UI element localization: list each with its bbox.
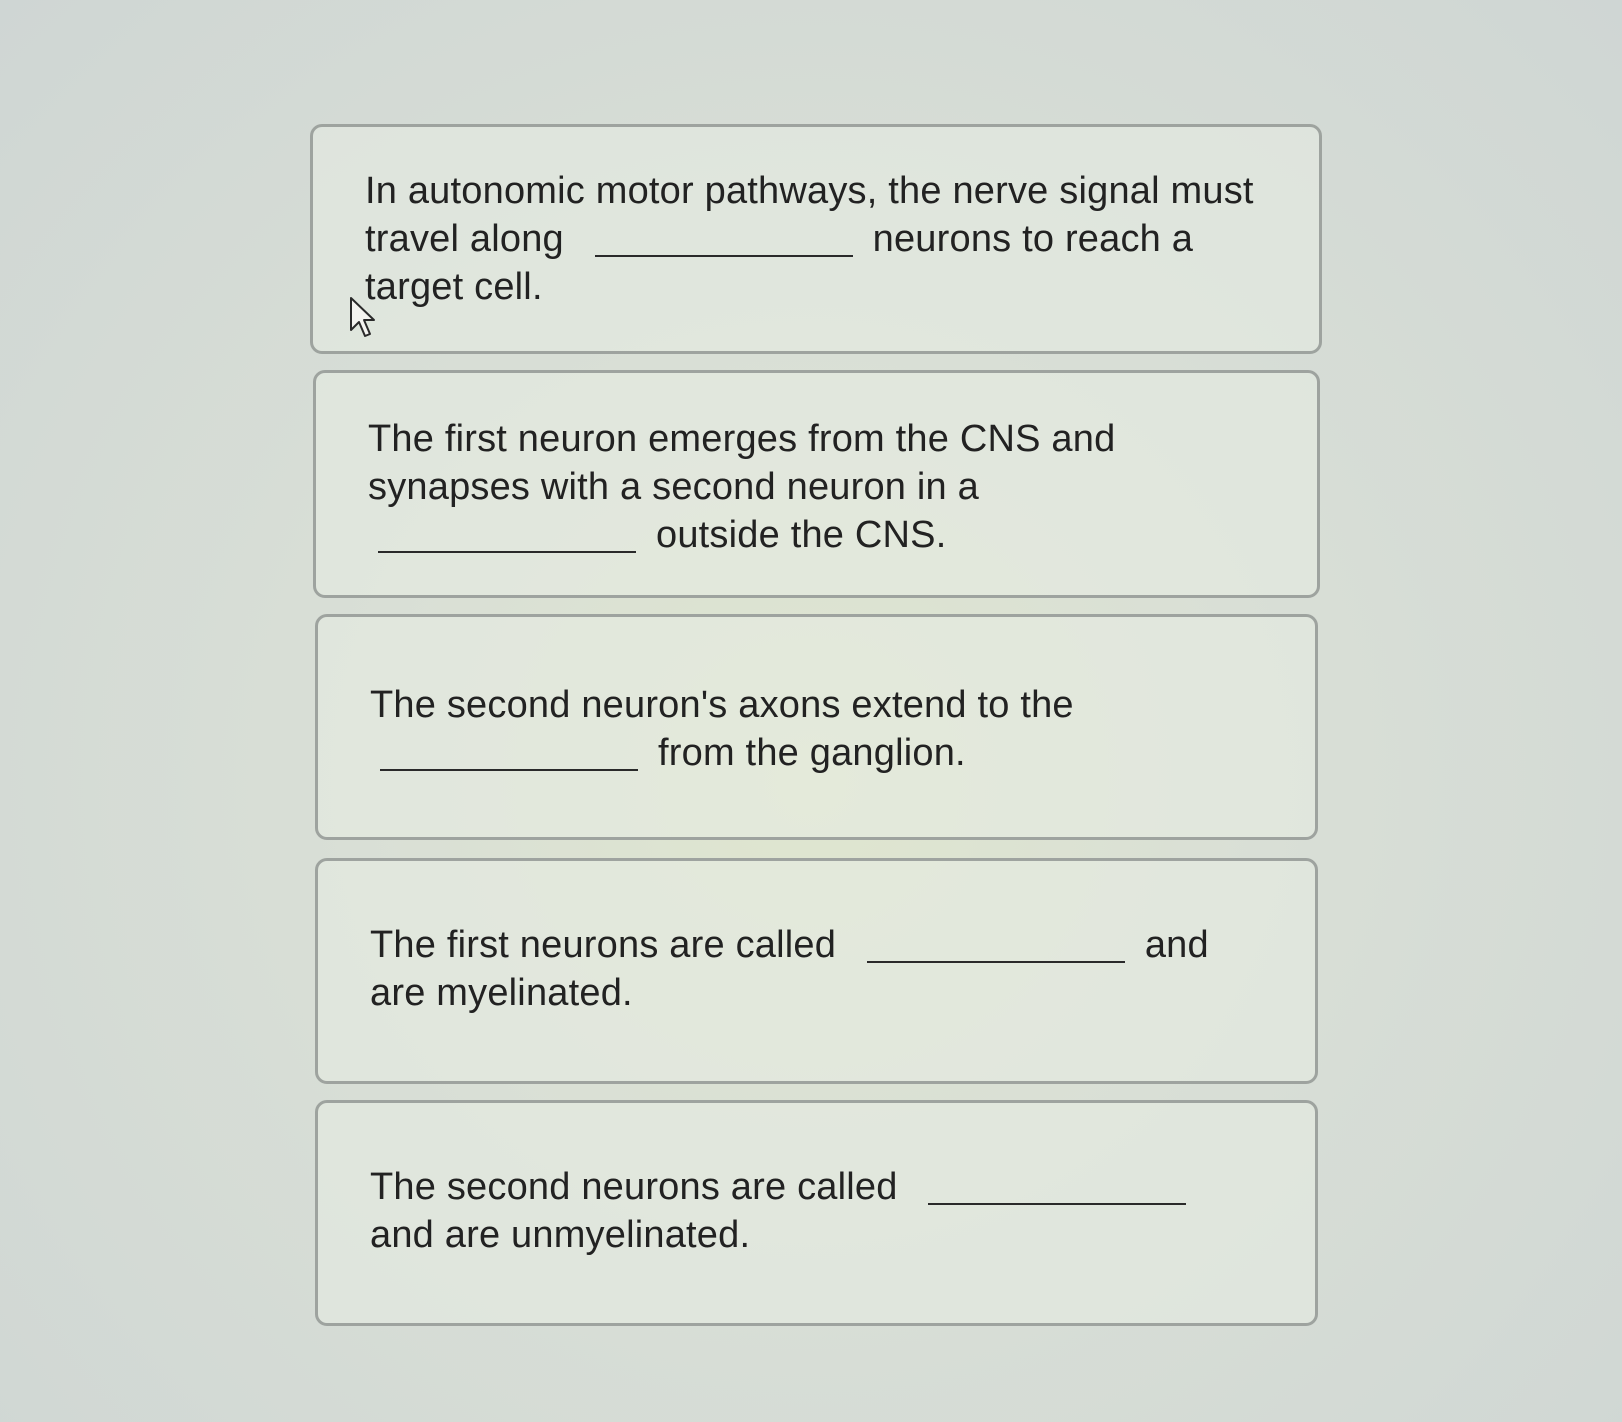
answer-blank-1[interactable] <box>595 217 853 257</box>
question-3-before: The second neuron's axons extend to the <box>370 684 1074 726</box>
question-4-before: The first neurons are called <box>370 924 837 966</box>
question-1-after: neurons to reach a target cell. <box>365 218 1194 308</box>
question-card-4 <box>315 858 1318 1084</box>
question-text-1 <box>365 167 1267 311</box>
answer-blank-3[interactable] <box>380 731 638 771</box>
question-2-after: outside the CNS. <box>656 514 947 556</box>
answer-blank-2[interactable] <box>378 513 636 553</box>
question-text-3 <box>370 681 1263 777</box>
answer-blank-4[interactable] <box>867 923 1125 963</box>
mouse-pointer-icon <box>349 296 377 340</box>
question-card-3 <box>315 614 1318 840</box>
answer-blank-5[interactable] <box>928 1165 1186 1205</box>
question-2-before: The first neuron emerges from the CNS and synapses with a second neuron in a <box>368 418 1116 508</box>
question-1-before: In autonomic motor pathways, the nerve signal must travel along <box>365 170 1254 260</box>
question-5-after: and are unmyelinated. <box>370 1214 751 1256</box>
question-card-1 <box>310 124 1322 354</box>
question-5-before: The second neurons are called <box>370 1166 898 1208</box>
question-3-after: from the ganglion. <box>658 732 966 774</box>
question-4-after: and are myelinated. <box>370 924 1209 1014</box>
question-card-2 <box>313 370 1320 598</box>
question-text-5 <box>370 1163 1263 1259</box>
question-card-5 <box>315 1100 1318 1326</box>
question-text-2 <box>368 415 1265 559</box>
question-text-4 <box>370 921 1263 1017</box>
